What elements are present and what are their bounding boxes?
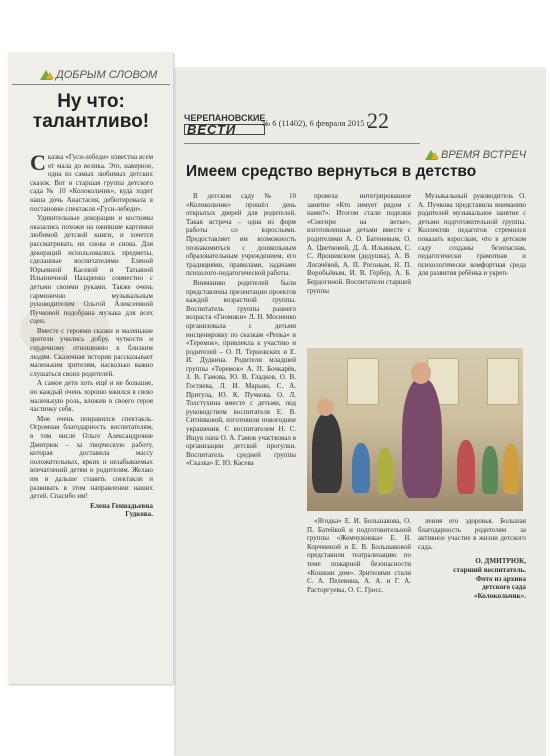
masthead xyxy=(184,110,540,142)
photo-credit: детского сада xyxy=(482,583,526,592)
left-headline-line1: Ну что: xyxy=(57,91,125,112)
photo-credit: «Колокольчик». xyxy=(473,591,526,600)
right-col1 xyxy=(186,192,296,744)
logo-small-text: ЧЕРЕПАНОВСКИЕ xyxy=(184,113,266,123)
right-signature: О. ДМИТРЮК, xyxy=(475,557,526,566)
article-photo xyxy=(307,348,523,511)
dropcap: С xyxy=(30,153,46,175)
right-headline: Имеем средство вернуться в детство xyxy=(186,163,477,180)
right-paragraph: провела интегрированное занятие «Кто зимует рядом с нами?». Итогом стали поделки «Снегири на ветке», изготовленные детьми вместе с родителями А. О. Батеневым, О. А. Цветковой, Д. А. Ильиным, С. С. Ярошевским (дедушка), А. В. Логачёвой, А. П. Рогоным, Н. П. Воробьёвым, И. В. Гербер, А. Б. Бердогиной. Воспитатели старшей группы xyxy=(307,192,411,295)
right-paragraph: Вниманию родителей были представлены презентации проектов каждой возрастной группы. Воспитатель группы раннего возраста «Гномики» Л. Н. Мосиенко организовала с детьми инсценировку по сказкам «Репка» и «Теремок», привлекла к участию и родителей – О. П. Терновских и Е. И. Дудкина. Родители младшей группы «Теремок» А. П. Бочкарёв, З. В. Гамова, Ю. В. Гладков, О. В. Гостяева, Л. И. Марьин, С. А. Притула, Ю. К. Пучкова. О. Л. Толстухина вместе с детьми, под руководством воспитателя Е. В. Ситниковой, изготовили новогодние украшения. С воспитателем Н. С. Ищук папа О. А. Гамов участвовал в организации детской прогулки. Воспитатель средней группы «Сказка» Е. Ю. Касева xyxy=(186,278,296,468)
triangle-logo-icon xyxy=(40,70,52,80)
right-signature-role: старший воспитатель. xyxy=(453,565,526,574)
left-paragraph: Вместе с героями сказки и маленькие зрители учились добру, чуткости и сердечному отношению к близким людям. Сказочная история рассказывает маленьким зрителям, насколько важно слушаться своих родителей. xyxy=(30,326,153,378)
left-paragraph: казка «Гуси-лебеди» известна всем от мала до велика. Это, наверное, одна из самых любимых детских сказок. Вот и старшая группа детского сада № 10 «Колокольчик», куда ходит наша дочь Анастасия, дебютировала в постановке спектакля «Гуси-лебеди». xyxy=(30,153,153,213)
left-headline-line2: талантливо! xyxy=(32,110,150,132)
logo-big-text: ВЕСТИ xyxy=(184,124,265,135)
left-rubric xyxy=(40,69,157,81)
left-signature-line2: Гудкова. xyxy=(125,510,153,519)
divider xyxy=(12,84,170,85)
right-col3-top xyxy=(418,192,526,344)
newspaper-logo xyxy=(184,114,265,135)
issue-info: № 6 (11402), 6 февраля 2015 г. xyxy=(262,118,372,128)
photo-credit: Фото из архива xyxy=(475,574,526,583)
divider xyxy=(184,143,420,144)
right-rubric-label: ВРЕМЯ ВСТРЕЧ xyxy=(441,149,527,161)
right-paragraph: ления его здоровья. Большая благодарность родителям за активное участие в жизни детского сада. xyxy=(418,517,526,551)
left-paragraph: А самое дети хоть ещё и не большие, но каждый очень хорошо вжился в свою маленькую роль, вложив в своего героя частичку себя. xyxy=(30,379,153,414)
right-paragraph: «Ягодка» Е. И. Большакова, О. П. Батейкой и подготовительной группы «Жемчужинка» Е. Н. Корчминой и Е. В. Большаковой представили театрализацию по теме пожарной безопасности «Кошкин дом». Зрителями стали С. А. Пелевина, А. А. и Г. А. Расторгуевы, О. С. Гросс. xyxy=(307,517,411,594)
right-col2-bottom xyxy=(307,517,411,647)
left-paragraph: Удивительные декорации и костюмы оказались похожи на ожившие картинки любимой детской книги, и хочется рассматривать их снова и снова. Для декораций использовались предметы, сделанные воспитателями Еленой Юрьевной Касевой и Татьяной Ильиничной Назаренко совместно с детьми своими руками. Также очень гармонично музыкальным руководителем Ольгой Алексеевной Пучковой подобрана музыка для всех сцен. xyxy=(30,214,153,326)
right-col3-bottom xyxy=(418,517,526,667)
right-rubric xyxy=(425,149,526,161)
triangle-logo-icon xyxy=(425,150,437,160)
left-signature-line1: Елена Геннадьевна xyxy=(90,501,153,510)
left-headline xyxy=(12,92,170,132)
right-col2-top xyxy=(307,192,411,344)
right-paragraph: В детском саду № 10 «Колокольчик» прошёл день открытых дверей для родителей. Такая встреча – одна из форм работы со взрослыми. Предоставляет им возможность познакомиться с дошкольным образовательным учреждением, его традициями, правилами, задачами психолого-педагогической работы. xyxy=(186,192,296,278)
left-rubric-label: ДОБРЫМ СЛОВОМ xyxy=(56,69,158,81)
left-article-body xyxy=(30,153,153,679)
right-paragraph: Музыкальный руководитель О. А. Пучкова представила вниманию родителей музыкальное занятие с детьми подготовительной группы. Коллектив педагогов стремился показать взрослым, что в детском саду созданы безопасная, педагогически грамотная и психологически комфортная среда для развития ребёнка и укреп- xyxy=(418,192,526,278)
left-paragraph: Мне очень понравился спектакль. Огромная благодарность воспитателям, в том числе Ольге Александровне Дмитрюк – за творческую работу, которая доставила массу положительных, ярких и незабываемых впечатлений детям и родителям. Желаю им и дальше ставить спектакли и развивать в этом направлении наших детей. Спасибо им! xyxy=(30,414,153,501)
page-number: 22 xyxy=(367,108,389,133)
